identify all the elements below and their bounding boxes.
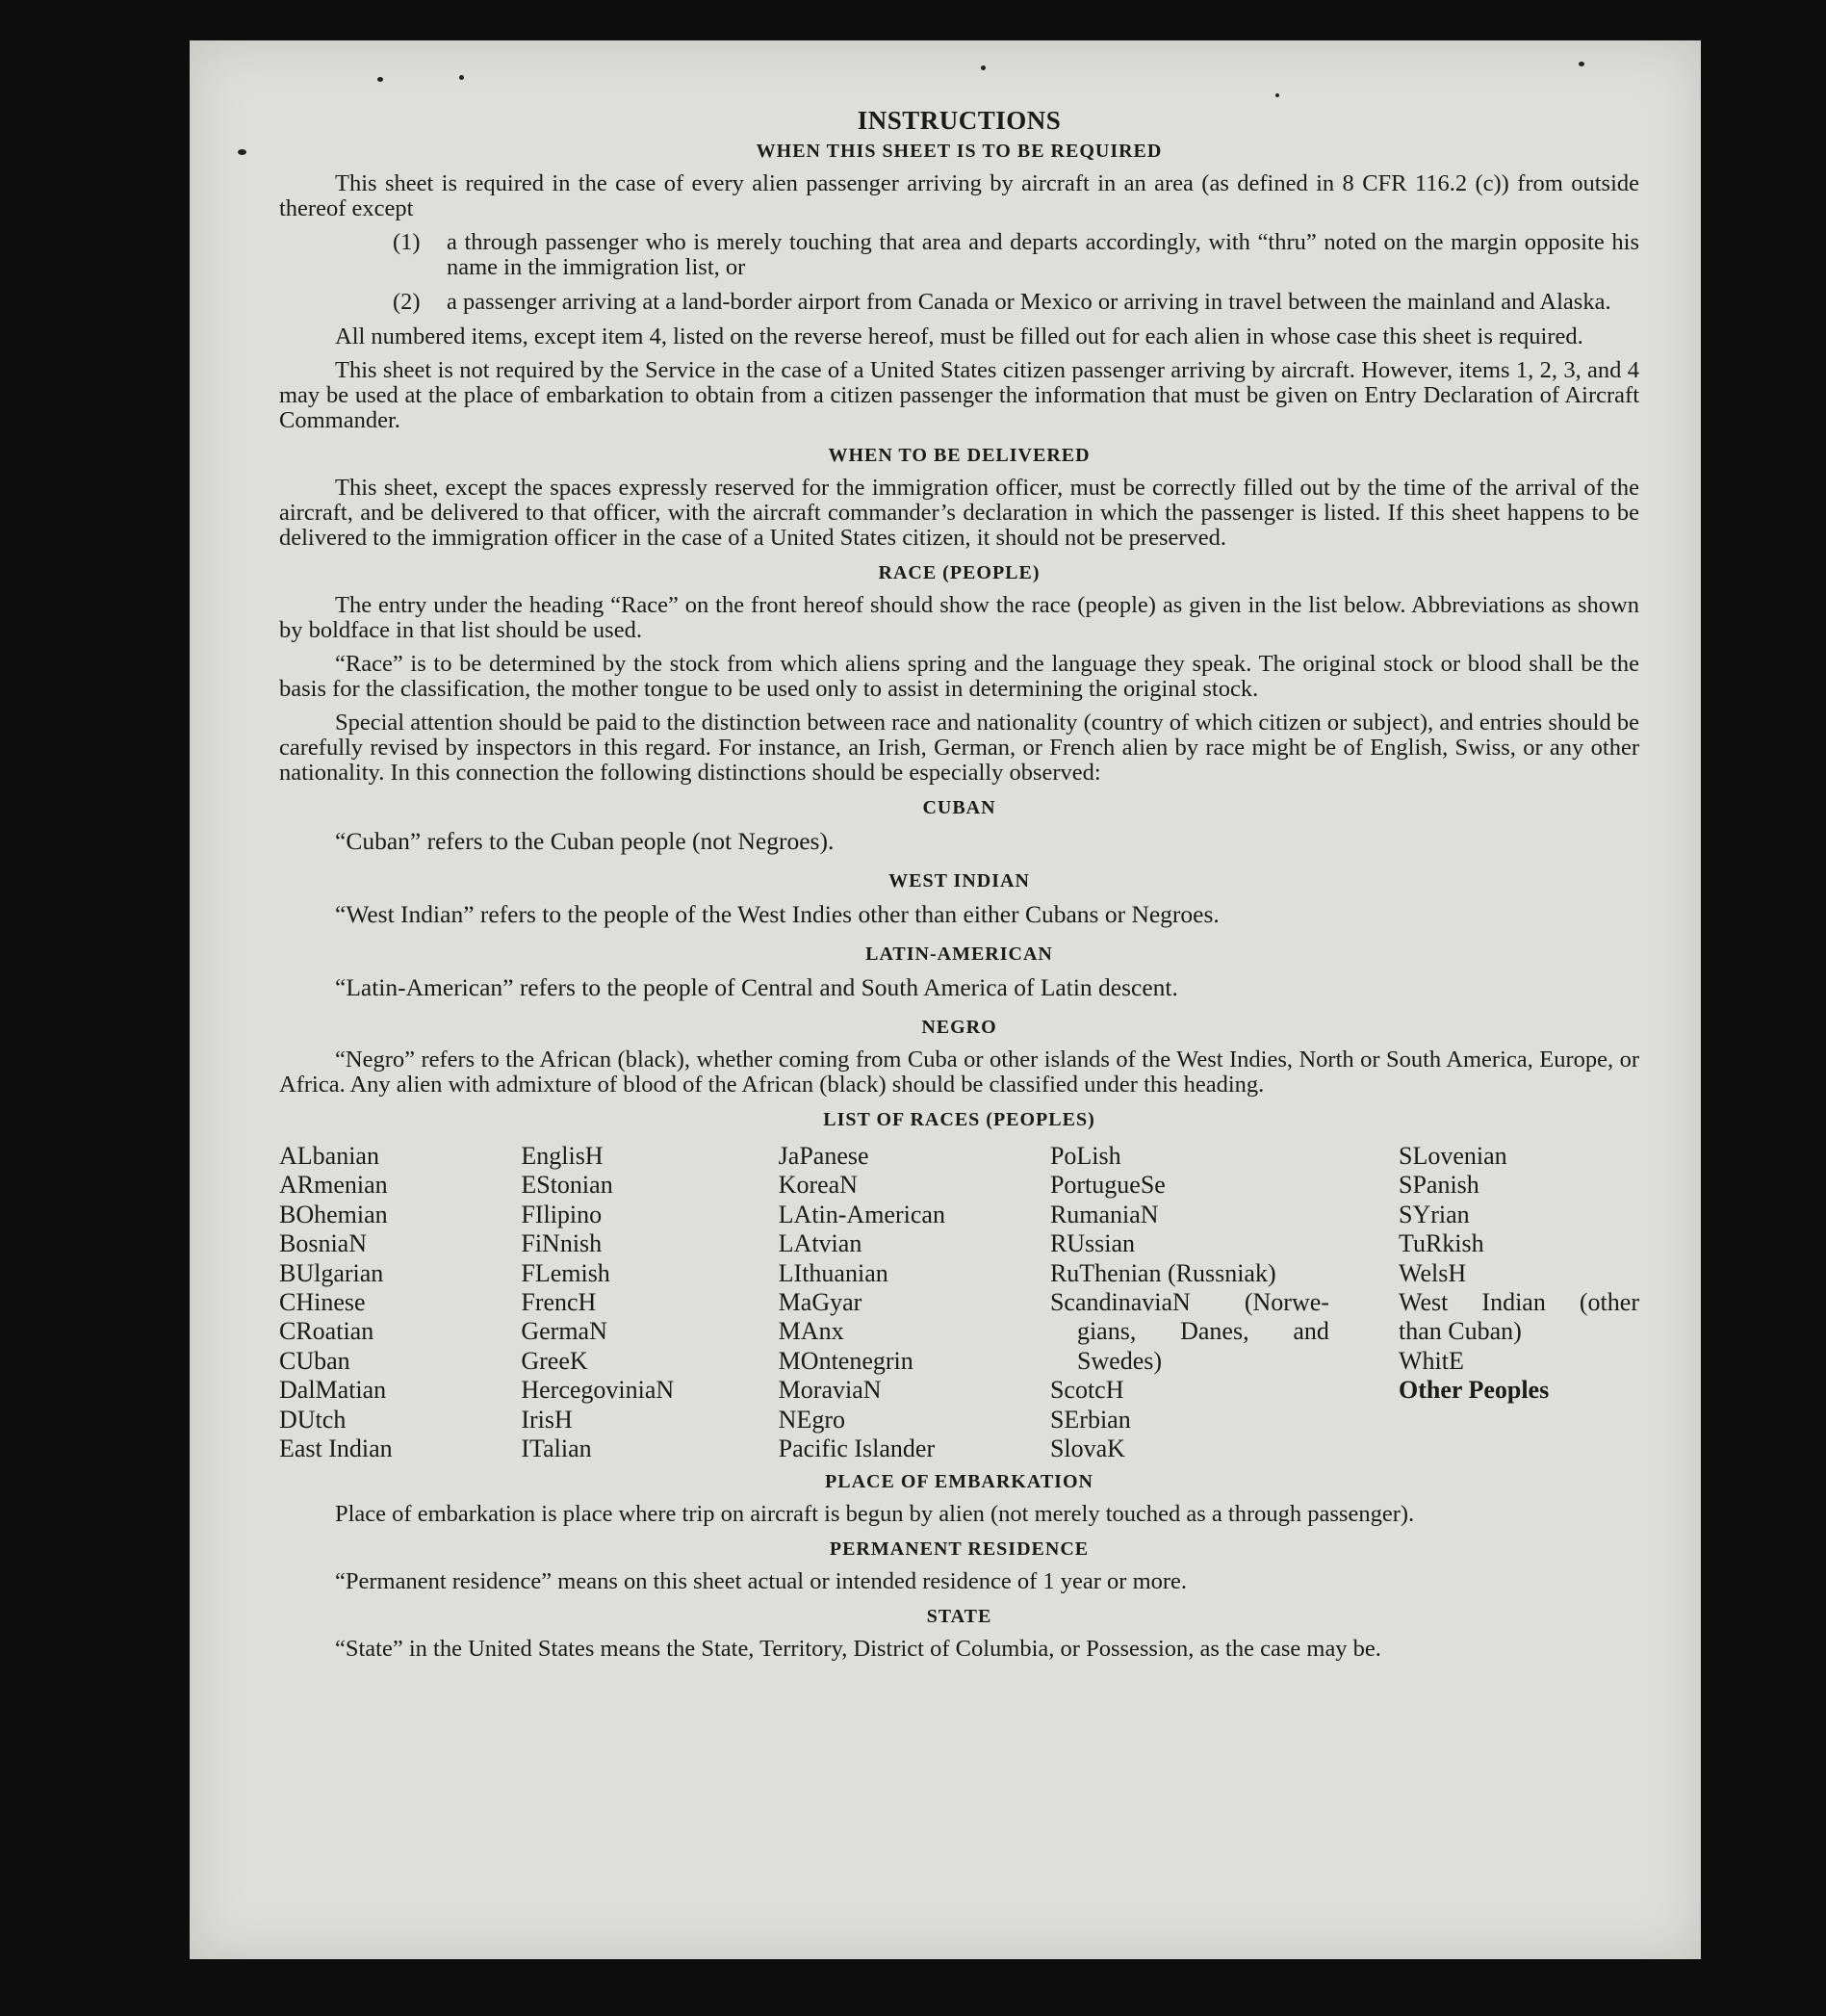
race-entry: MaGyar: [778, 1288, 862, 1317]
race-entry: RumaniaN: [1049, 1200, 1159, 1228]
race-entry: ARmenian: [279, 1171, 388, 1200]
race-entry: GermaN: [521, 1317, 607, 1346]
race-entry: ALbanian: [279, 1142, 379, 1170]
race-entry: East Indian: [279, 1434, 393, 1463]
race-entry-continuation: than Cuban): [1399, 1317, 1522, 1346]
race-word: (other: [1579, 1288, 1639, 1317]
race-entry-scandinavian: [1050, 1288, 1329, 1317]
race-entry: KoreaN: [778, 1171, 858, 1200]
race-entry: SLovenian: [1399, 1142, 1507, 1170]
race-entry: RUssian: [1049, 1229, 1136, 1258]
race-entry-continuation: Swedes): [1076, 1346, 1163, 1375]
race-entry: IrisH: [521, 1405, 573, 1434]
speck: [459, 75, 464, 80]
paragraph: Place of embarkation is place where trip on aircraft is begun by alien (not merely touched as a through passenger).: [335, 1501, 1415, 1528]
document-title: INSTRUCTIONS: [857, 106, 1062, 135]
race-entry: PoLish: [1049, 1142, 1121, 1170]
races-list: [279, 1142, 1639, 1463]
race-entry: SYrian: [1399, 1200, 1470, 1228]
section-heading-delivered: WHEN TO BE DELIVERED: [828, 445, 1091, 466]
race-entry: Pacific Islander: [778, 1434, 936, 1463]
race-entry: MAnx: [778, 1317, 844, 1346]
item-number: (2): [393, 289, 421, 315]
heading-list-of-races: LIST OF RACES (PEOPLES): [823, 1109, 1095, 1130]
race-entry: EnglisH: [521, 1142, 604, 1170]
race-entry: RuThenian (Russniak): [1049, 1258, 1276, 1287]
paragraph: “State” in the United States means the State, Territory, District of Columbia, or Possession, as the case may be.: [335, 1636, 1381, 1663]
speck: [238, 149, 246, 155]
speck: [1275, 93, 1279, 97]
race-entry: SlovaK: [1049, 1434, 1125, 1463]
list-item: [393, 230, 1639, 280]
races-column-1: [279, 1142, 521, 1463]
race-entry: FiNnish: [521, 1229, 603, 1258]
race-entry: DalMatian: [279, 1376, 387, 1405]
paragraph: This sheet, except the spaces expressly reserved for the immigration officer, must be correctly filled out by the time of the arrival of the aircraft, and be delivered to that officer, with the aircraft commander’s declaration in which the passenger is listed. If this sheet happens to be delivered to the immigration officer in the case of a United States citizen, it should not be preserved.: [279, 475, 1639, 551]
item-text: a passenger arriving at a land-border airport from Canada or Mexico or arriving in travel between the mainland and Alaska.: [447, 289, 1611, 315]
paragraph: The entry under the heading “Race” on the front hereof should show the race (people) as given in the list below. Abbreviations as shown by boldface in that list should be used.: [279, 592, 1639, 643]
section-heading-race: RACE (PEOPLE): [878, 562, 1041, 583]
race-entry: CHinese: [279, 1288, 366, 1317]
race-entry: WhitE: [1399, 1346, 1464, 1375]
speck: [377, 77, 383, 82]
race-entry: TuRkish: [1399, 1229, 1484, 1258]
race-entry: MOntenegrin: [778, 1346, 913, 1375]
heading-west-indian: WEST INDIAN: [888, 870, 1030, 892]
paragraph: This sheet is required in the case of every alien passenger arriving by aircraft in an area (as defined in 8 CFR 116.2 (c)) from outside thereof except: [279, 170, 1639, 221]
race-entry: FLemish: [521, 1258, 610, 1287]
document-page: [190, 40, 1701, 1959]
race-entry: DUtch: [279, 1405, 347, 1434]
race-entry: MoraviaN: [778, 1376, 882, 1405]
race-entry: BUlgarian: [279, 1258, 384, 1287]
paragraph: “Cuban” refers to the Cuban people (not Negroes).: [335, 827, 835, 855]
race-entry: LIthuanian: [778, 1258, 888, 1287]
paragraph: This sheet is not required by the Service in the case of a United States citizen passenger arriving by aircraft. However, items 1, 2, 3, and 4 may be used at the place of embarkation to obtain from a citizen passenger the information that must be given on Entry Declaration of Aircraft Commander.: [279, 357, 1639, 433]
race-entry: FIlipino: [521, 1200, 603, 1228]
heading-latin-american: LATIN-AMERICAN: [865, 943, 1053, 965]
races-column-5: [1399, 1142, 1639, 1463]
race-entry: NEgro: [778, 1405, 845, 1434]
race-entry: HercegoviniaN: [521, 1376, 675, 1405]
race-word: gians,: [1076, 1317, 1137, 1346]
heading-cuban: CUBAN: [922, 797, 996, 818]
speck: [1579, 62, 1584, 66]
heading-negro: NEGRO: [921, 1017, 997, 1038]
race-entry: EStonian: [521, 1171, 613, 1200]
paragraph: “Latin-American” refers to the people of Central and South America of Latin descent.: [335, 973, 1178, 1001]
paragraph: “Negro” refers to the African (black), whether coming from Cuba or other islands of the West Indies, North or South America, Europe, or Africa. Any alien with admixture of blood of the African (black) should be classified under this heading.: [279, 1047, 1639, 1098]
race-entry: CUban: [279, 1346, 350, 1375]
race-word: and: [1293, 1317, 1329, 1346]
paragraph: “Permanent residence” means on this sheet actual or intended residence of 1 year or more.: [335, 1568, 1188, 1595]
race-word: ScandinaviaN: [1049, 1288, 1191, 1317]
races-column-4: [1050, 1142, 1399, 1463]
document-body: [279, 108, 1639, 1670]
item-number: (1): [393, 229, 421, 255]
race-entry: SErbian: [1049, 1405, 1131, 1434]
races-column-2: [521, 1142, 778, 1463]
race-word: (Norwe-: [1244, 1288, 1329, 1317]
paragraph: Special attention should be paid to the distinction between race and nationality (country of which citizen or subject), and entries should be carefully revised by inspectors in this regard. For instance, an Irish, German, or French alien by race might be of English, Swiss, or any other nationality. In this connection the following distinctions should be especially observed:: [279, 710, 1639, 786]
race-entry: FrencH: [521, 1288, 597, 1317]
race-entry: SPanish: [1399, 1171, 1479, 1200]
race-entry-continuation: [1050, 1317, 1329, 1346]
race-entry: LAtin-American: [778, 1200, 945, 1228]
heading-state: STATE: [926, 1606, 992, 1628]
race-entry: WelsH: [1399, 1258, 1467, 1287]
race-entry: PortugueSe: [1049, 1171, 1166, 1200]
list-item: [393, 290, 1639, 315]
race-entry: LAtvian: [778, 1229, 862, 1258]
race-entry: BOhemian: [279, 1200, 388, 1228]
race-entry: BosniaN: [279, 1229, 367, 1258]
race-entry-other-peoples: Other Peoples: [1399, 1376, 1550, 1405]
heading-permanent-residence: PERMANENT RESIDENCE: [829, 1538, 1090, 1561]
race-word: West: [1399, 1288, 1449, 1317]
race-entry: CRoatian: [279, 1317, 374, 1346]
race-entry: ScotcH: [1049, 1376, 1124, 1405]
paragraph: “West Indian” refers to the people of the West Indies other than either Cubans or Negroes.: [335, 900, 1220, 928]
race-word: Indian: [1481, 1288, 1546, 1317]
race-entry-west-indian: [1399, 1288, 1639, 1317]
race-entry: JaPanese: [778, 1142, 869, 1170]
race-entry: ITalian: [521, 1434, 592, 1463]
section-heading-required: WHEN THIS SHEET IS TO BE REQUIRED: [756, 141, 1163, 162]
paragraph: “Race” is to be determined by the stock from which aliens spring and the language they speak. The original stock or blood shall be the basis for the classification, the mother tongue to be used only to assist in determining the original stock.: [279, 651, 1639, 702]
paragraph: All numbered items, except item 4, listed on the reverse hereof, must be filled out for each alien in whose case this sheet is required.: [335, 323, 1583, 349]
item-text: a through passenger who is merely touching that area and departs accordingly, with “thru” noted on the margin opposite his name in the immigration list, or: [447, 229, 1639, 280]
races-column-3: [779, 1142, 1050, 1463]
speck: [981, 65, 986, 70]
race-word: Danes,: [1180, 1317, 1249, 1346]
heading-embarkation: PLACE OF EMBARKATION: [825, 1471, 1093, 1493]
race-entry: GreeK: [521, 1346, 588, 1375]
